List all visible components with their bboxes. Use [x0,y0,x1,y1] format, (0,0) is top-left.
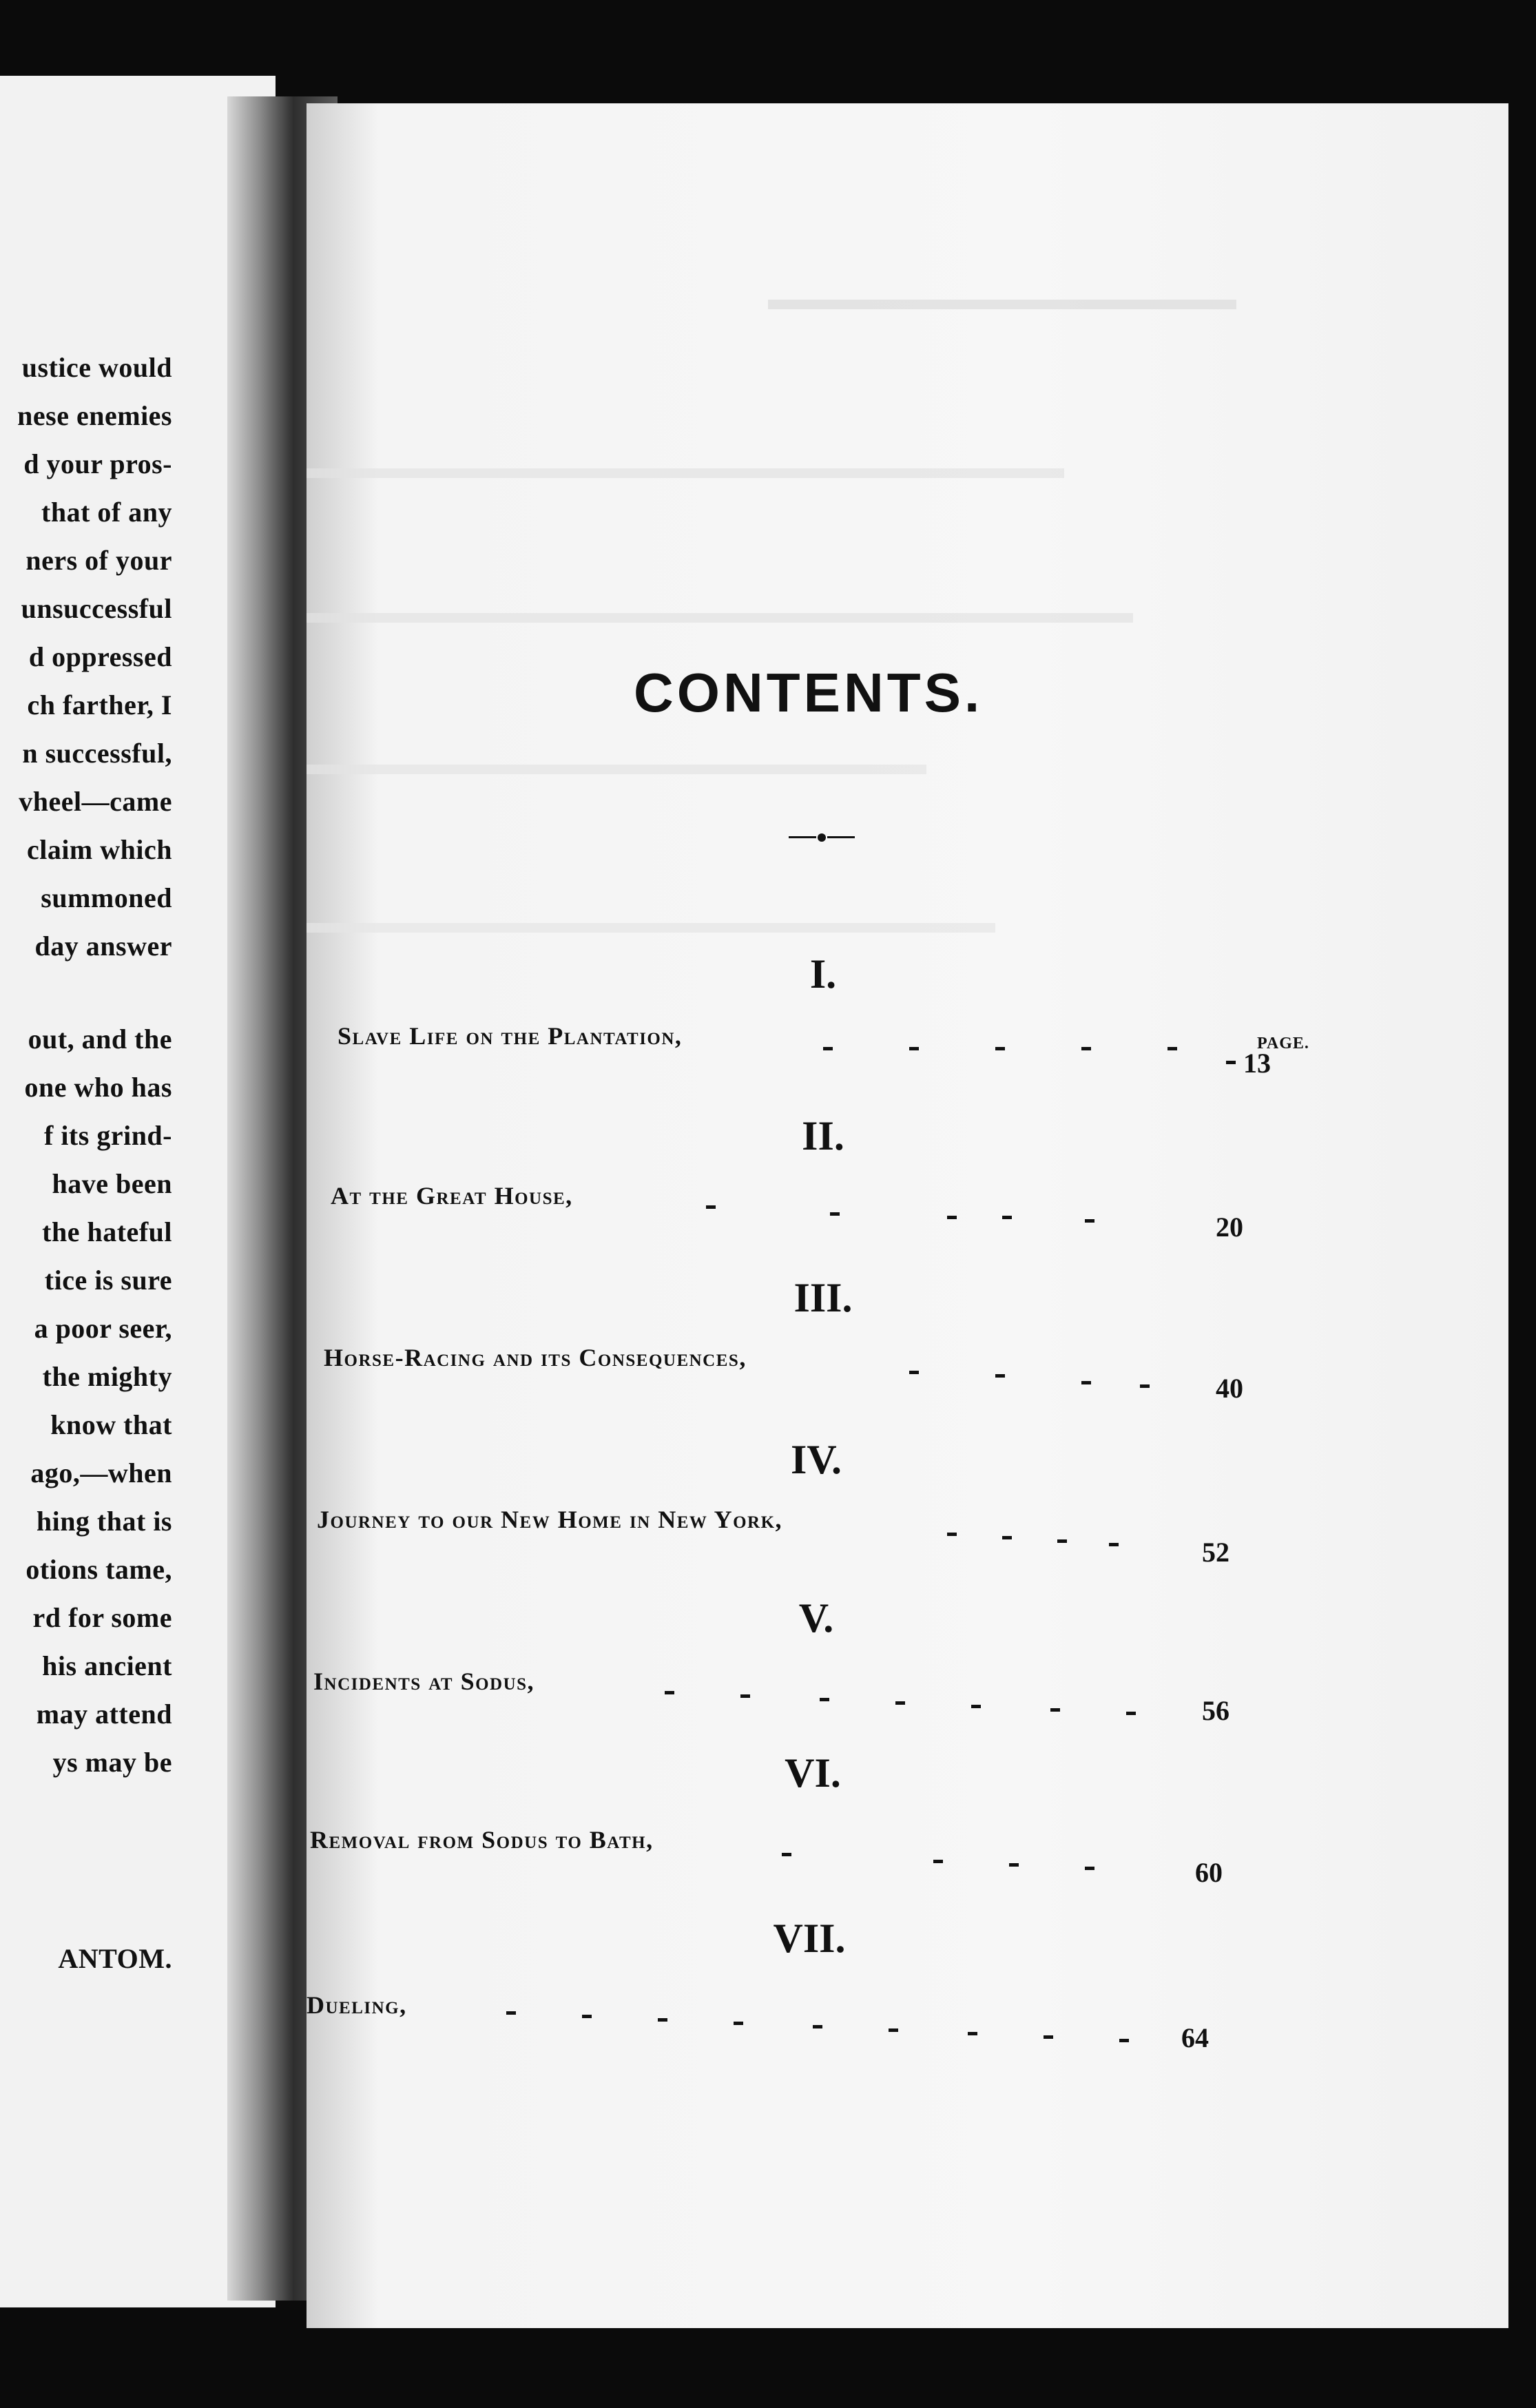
contents-heading: CONTENTS. [634,662,984,723]
left-text-line: that of any [41,497,172,528]
left-text-line: know that [50,1409,172,1440]
chapter-title: Incidents at Sodus, [313,1668,535,1695]
left-text-line: hing that is [36,1506,172,1537]
chapter-title: At the Great House, [331,1182,573,1210]
left-text-line: unsuccessful [21,593,172,624]
page-number: 40 [1216,1373,1243,1404]
left-text-line: tice is sure [44,1265,172,1296]
chapter-numeral: VI. [785,1750,841,1796]
show-through-line [307,765,926,774]
left-text-line: d your pros- [23,448,172,479]
show-through-line [307,613,1133,623]
page-number: 60 [1195,1857,1223,1888]
chapter-numeral: III. [793,1275,853,1320]
page-number: 20 [1216,1212,1243,1243]
left-text-line: ustice would [21,352,172,383]
show-through-line [307,923,995,933]
chapter-numeral: V. [798,1595,834,1641]
left-text-line: rd for some [32,1602,172,1633]
left-text-line: a poor seer, [34,1313,172,1344]
left-text-line: the hateful [42,1216,172,1247]
left-text-line: ys may be [52,1747,172,1778]
show-through-line [768,300,1236,309]
left-text-line: vheel—came [19,786,172,817]
left-text-line: otions tame, [25,1554,172,1585]
page-number: 52 [1202,1537,1229,1568]
left-text-line: ago,—when [30,1457,172,1488]
left-text-line: ch farther, I [27,689,172,720]
chapter-title: Journey to our New Home in New York, [317,1506,783,1533]
page-column-label: PAGE. [1257,1035,1309,1052]
left-text-line: ners of your [25,545,172,576]
left-text-line: may attend [36,1699,172,1730]
chapter-title: Horse-Racing and its Consequences, [324,1344,747,1371]
chapter-numeral: IV. [791,1437,842,1482]
left-text-line: summoned [41,882,172,913]
page-number: 64 [1181,2022,1209,2053]
chapter-numeral: II. [802,1113,844,1159]
ornament-divider [789,833,858,840]
left-text-line: ANTOM. [58,1943,172,1974]
chapter-numeral: VII. [773,1916,846,1961]
left-text-line: f its grind- [44,1120,172,1151]
left-text-line: d oppressed [28,641,172,672]
left-text-line: one who has [24,1072,172,1103]
left-text-line: the mighty [42,1361,172,1392]
show-through-line [307,468,1064,478]
chapter-numeral: I. [809,951,837,997]
left-text-line: nese enemies [17,400,172,431]
page-number: 56 [1202,1695,1229,1726]
contents-page [307,103,1508,2328]
left-text-line: his ancient [42,1650,172,1681]
left-text-line: out, and the [28,1024,172,1055]
left-text-line: n successful, [22,738,172,769]
chapter-title: Removal from Sodus to Bath, [310,1826,654,1854]
chapter-title: Dueling, [307,1991,407,2019]
left-text-line: have been [52,1168,172,1199]
page-number: 13 [1243,1048,1271,1079]
chapter-title: Slave Life on the Plantation, [338,1022,683,1050]
left-text-line: day answer [34,931,172,962]
left-text-line: claim which [26,834,172,865]
